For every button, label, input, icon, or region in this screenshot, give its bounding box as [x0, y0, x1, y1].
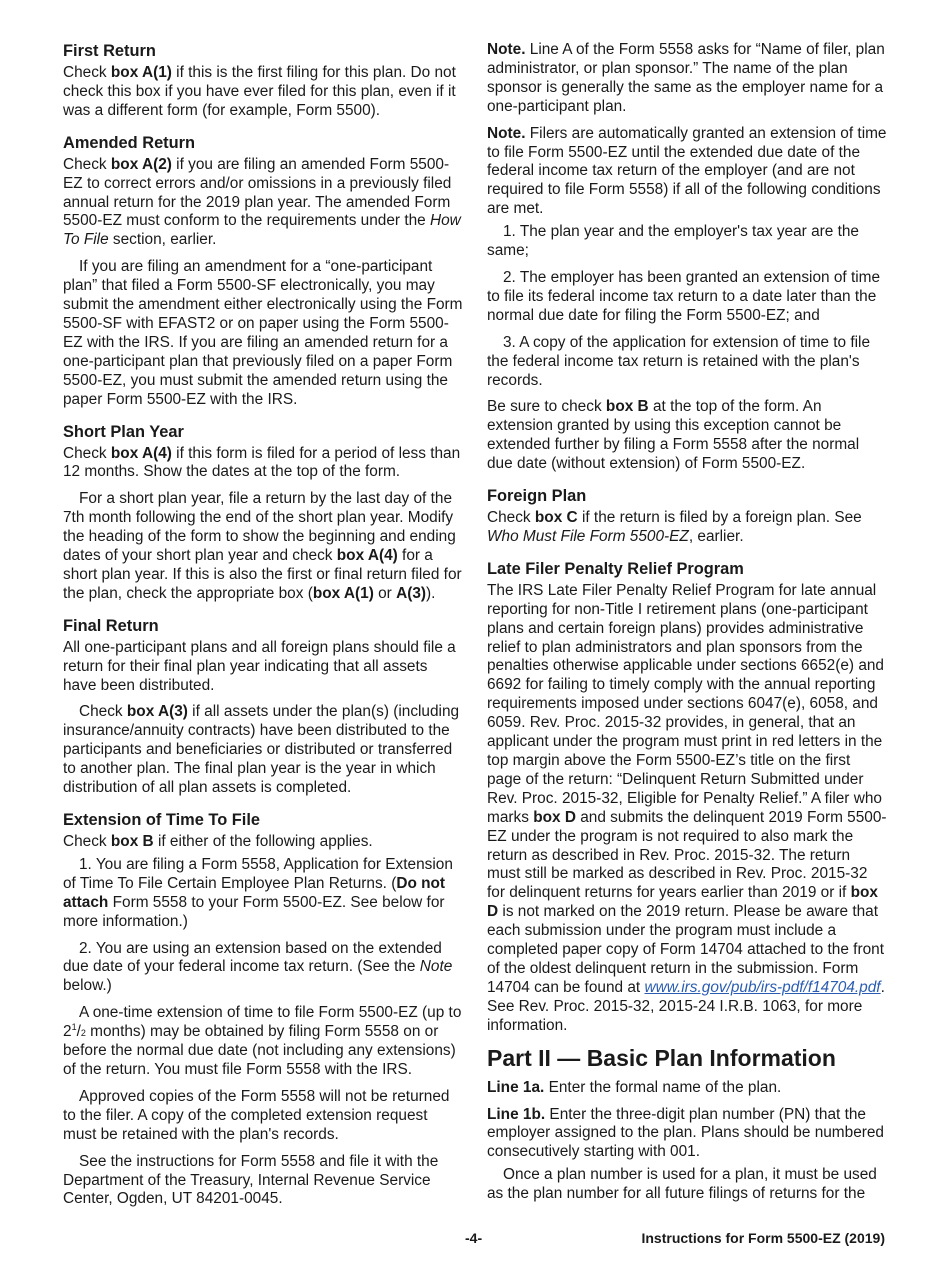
- text-run: if the return is filed by a foreign plan. See: [577, 509, 862, 527]
- text-run: and submits the delinquent 2019 Form 5500-EZ under the program is not required to also mark the return as described in Rev. Proc. 2015-32. The return must still be marked as described in Rev. Proc. 2015-32 for delinquent returns for years earlier than 2019 or if: [487, 808, 887, 902]
- paragraph: [487, 582, 887, 1036]
- footer-title: Instructions for Form 5500-EZ (2019): [641, 1230, 885, 1246]
- paragraph: [487, 223, 887, 261]
- bold-text: box A(1): [110, 64, 172, 81]
- text-run: Approved copies of the Form 5558 will not be returned to the filer. A copy of the completed extension request must be retained with the plan's records.: [63, 1087, 450, 1143]
- text-run: Check: [487, 509, 535, 527]
- left-column: [63, 41, 463, 1217]
- paragraph: [487, 334, 887, 391]
- text-run: The IRS Late Filer Penalty Relief Program for late annual reporting for non-Title I retirement plans (one-participant plans and certain foreign plans) provides administrative relief to plan administrators and plan sponsors from the penalties otherwise applicable under sections 6652(e) and 6692 for failing to timely comply with the annual reporting requirements imposed under sections 6047(e), 6058, and 6059. Rev. Proc. 2015-32 provides, in general, that an applicant under the program must print in red letters in the top margin above the Form 5500-EZ’s title on the first page of the return: “Delinquent Return Submitted under Rev. Proc. 2015-32, Eligible for Penalty Relief.” A filer who marks: [487, 581, 884, 826]
- paragraph: [63, 1153, 463, 1210]
- paragraph: [63, 703, 463, 798]
- section-heading: Short Plan Year: [63, 422, 184, 441]
- page-number: -4-: [465, 1230, 483, 1246]
- paragraph: [487, 1106, 887, 1163]
- paragraph: [487, 269, 887, 326]
- text-run: 2. You are using an extension based on the extended due date of your federal income tax return. (See the: [63, 939, 442, 976]
- bold-text: box A(1): [312, 584, 374, 602]
- text-run: A one-time extension of time to file Form 5500-EZ (up to 2: [63, 1004, 462, 1041]
- text-run: section, earlier.: [108, 231, 217, 249]
- italic-text: Who Must File Form 5500-EZ: [487, 527, 689, 545]
- text-run: 1. You are filing a Form 5558, Application for Extension of Time To File Certain Employee Plan Returns. (: [63, 855, 453, 892]
- text-run: 2: [80, 1028, 86, 1039]
- bold-text: box A(4): [336, 547, 398, 565]
- text-run: if this is the first filing for this plan. Do not check this box if you have ever filed for this plan, even if it was a different form (for example, Form 5500).: [63, 64, 456, 119]
- text-run: if all assets under the plan(s) (including insurance/annuity contracts) have been distributed to the participants and beneficiaries or distributed or transferred to another plan. The final plan year is the year in which distribution of all plan assets is completed.: [63, 703, 460, 797]
- section-heading: Late Filer Penalty Relief Program: [487, 559, 744, 578]
- text-run: Form 5558 to your Form 5500-EZ. See below for more information.): [63, 893, 445, 930]
- bold-text: A(3): [396, 584, 427, 602]
- paragraph: [63, 856, 463, 932]
- section-heading: Foreign Plan: [487, 487, 587, 506]
- text-run: below.): [63, 977, 112, 995]
- paragraph: [63, 156, 463, 251]
- text-run: See the instructions for Form 5558 and file it with the Department of the Treasury, Internal Revenue Service Center, Ogden, UT 84201-0045.: [63, 1152, 439, 1208]
- right-column: [487, 41, 887, 1212]
- section-heading: First Return: [63, 42, 156, 60]
- text-run: 1. The plan year and the employer's tax year are the same;: [487, 223, 859, 260]
- form-14704-link[interactable]: www.irs.gov/pub/irs-pdf/f14704.pdf: [644, 978, 881, 996]
- text-run: months) may be obtained by filing Form 5558 on or before the normal due date (not including any extensions) of the return. You must file Form 5558 with the IRS.: [63, 1023, 456, 1078]
- italic-text: Note: [419, 958, 453, 976]
- text-run: Be sure to check: [487, 398, 606, 416]
- paragraph: [63, 1004, 463, 1080]
- paragraph: [487, 509, 887, 547]
- text-run: Check: [63, 444, 111, 462]
- paragraph: [63, 1088, 463, 1145]
- text-run: If you are filing an amendment for a “one-participant plan” that filed a Form 5500-SF electronically, you may submit the amendment either electronically using the Form 5500-SF with EFAST2 or on paper using the Form 5500-EZ with the IRS. If you are filing an amended return for a one-participant plan that previously filed on a paper Form 5500-EZ, you must submit the amended return using the paper Form 5500-EZ with the IRS.: [63, 258, 463, 408]
- text-run: if either of the following applies.: [153, 833, 373, 850]
- bold-text: box A(2): [110, 155, 172, 173]
- bold-text: box A(4): [110, 444, 172, 462]
- text-run: 3. A copy of the application for extension of time to file the federal income tax return is retained with the plan's records.: [487, 333, 871, 389]
- bold-text: box D: [487, 884, 878, 921]
- section-heading: Final Return: [63, 616, 159, 635]
- paragraph: [487, 41, 887, 117]
- text-run: 2. The employer has been granted an extension of time to file its federal income tax return to a date later than the normal due date for filing the Form 5500-EZ; and: [487, 268, 881, 324]
- text-run: , earlier.: [688, 527, 744, 545]
- bold-text: Line 1b.: [487, 1105, 546, 1123]
- text-run: Check: [79, 703, 127, 721]
- paragraph: [63, 639, 463, 696]
- paragraph: [63, 833, 463, 852]
- text-run: for a short plan year. If this is also the first or final return filed for the plan, check the appropriate box (: [63, 547, 462, 602]
- text-run: is not marked on the 2019 return. Please be aware that each submission under the program must include a completed paper copy of Form 14704 attached to the front of the oldest delinquent return in the submission. Form 14704 can be found at: [487, 903, 884, 996]
- paragraph: [63, 490, 463, 603]
- bold-text: box C: [534, 509, 578, 527]
- text-run: Enter the three-digit plan number (PN) that the employer assigned to the plan. Plans should be numbered consecutively starting with 001.: [487, 1105, 884, 1161]
- text-run: /: [76, 1023, 81, 1041]
- text-run: Check: [63, 833, 111, 850]
- text-run: All one-participant plans and all foreign plans should file a return for their final plan year indicating that all assets have been distributed.: [63, 638, 456, 694]
- bold-text: Line 1a.: [487, 1078, 545, 1096]
- section-heading: Extension of Time To File: [63, 811, 261, 829]
- paragraph: [63, 258, 463, 409]
- text-run: Filers are automatically granted an extension of time to file Form 5500-EZ until the extended due date of the federal income tax return of the employer (and are not required to file Form 5558) if all of the following conditions are met.: [487, 124, 887, 218]
- bold-text: box B: [110, 833, 154, 850]
- text-run: For a short plan year, file a return by the last day of the 7th month following the end of the short plan year. Modify the heading of the form to show the beginning and ending dates of your short plan year and check: [63, 490, 456, 565]
- part-heading: Part II — Basic Plan Information: [487, 1044, 836, 1071]
- text-run: Once a plan number is used for a plan, it must be used as the plan number for all future filings of returns for the: [487, 1166, 877, 1203]
- text-run: 1: [71, 1022, 77, 1033]
- paragraph: [487, 125, 887, 220]
- bold-text: Note.: [487, 41, 526, 58]
- text-run: Check: [63, 64, 111, 81]
- section-heading: Amended Return: [63, 133, 196, 152]
- bold-text: Do not attach: [63, 874, 446, 911]
- paragraph: [63, 64, 463, 121]
- paragraph: [487, 398, 887, 474]
- text-run: ).: [426, 584, 436, 602]
- text-run: at the top of the form. An extension granted by using this exception cannot be extended further by filing a Form 5558 after the normal due date (without extension) of Form 5500-EZ.: [487, 398, 860, 473]
- text-run: if this form is filed for a period of less than 12 months. Show the dates at the top of the form.: [63, 444, 461, 481]
- bold-text: Note.: [487, 124, 526, 142]
- paragraph: [63, 940, 463, 997]
- text-run: Enter the formal name of the plan.: [544, 1078, 782, 1096]
- text-run: Line A of the Form 5558 asks for “Name of filer, plan administrator, or plan sponsor.” The name of the plan sponsor is generally the same as the employer name for a one-participant plan.: [487, 41, 885, 115]
- text-run: . See Rev. Proc. 2015-32, 2015-24 I.R.B. 1063, for more information.: [487, 978, 885, 1034]
- paragraph: [487, 1166, 887, 1204]
- text-run: Check: [63, 155, 111, 173]
- bold-text: box B: [605, 398, 649, 416]
- text-run: if you are filing an amended Form 5500-EZ to correct errors and/or omissions in a previously filed annual return for the 2019 plan year. The amended Form 5500-EZ must conform to the requirements under the: [63, 155, 452, 230]
- bold-text: box A(3): [126, 703, 188, 721]
- paragraph: [487, 1079, 887, 1098]
- text-run: or: [373, 584, 397, 602]
- italic-text: How To File: [63, 212, 461, 249]
- paragraph: [63, 445, 463, 483]
- bold-text: box D: [533, 808, 576, 826]
